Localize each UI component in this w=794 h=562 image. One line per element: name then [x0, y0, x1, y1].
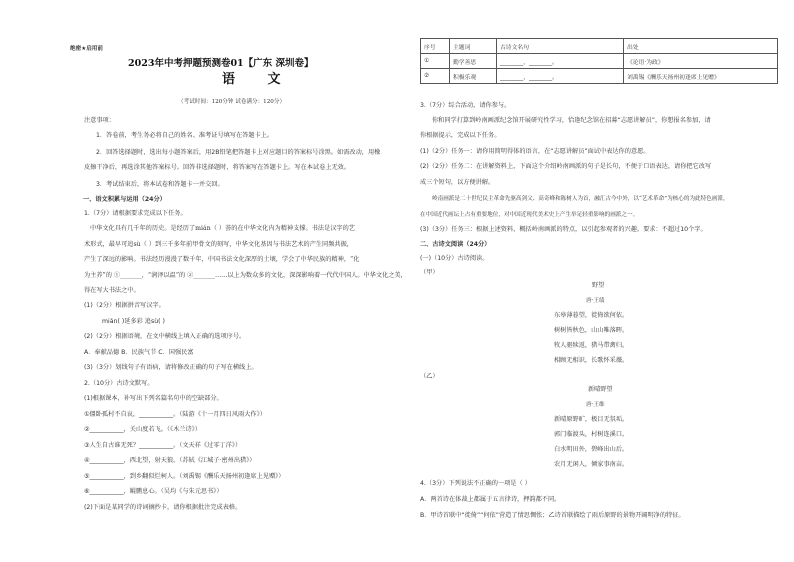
question-1-3: (3)（3分）划线句子有语病，请将修改正确的句子写在横线上。: [84, 364, 258, 371]
question-4: 4.（3分）下列说法不正确的一项是（ ）: [420, 480, 531, 487]
left-column: [70, 0, 410, 562]
table-row: [421, 54, 778, 69]
table-header: 主题词: [450, 39, 497, 54]
table-header: 出处: [624, 39, 778, 54]
question-2-1: (1)根据课本，补写出下列名篇名句中的空缺部分。: [84, 395, 223, 402]
table-cell: ②: [421, 69, 450, 84]
poem-card-table: [420, 38, 778, 84]
poem-1-line: 树树皆秋色，山山唯落晖。: [554, 327, 629, 334]
right-column: [420, 0, 780, 562]
confidential-mark: 绝密★启用前: [70, 46, 103, 52]
table-header: 序号: [421, 39, 450, 54]
poem-1-line: 牧人驱犊返，猎马带禽归。: [554, 342, 629, 349]
subject-title: 语 文: [222, 72, 295, 87]
table-cell: 积极乐观: [450, 69, 497, 84]
pinyin-line: mián( )延多彩 追sù( ): [102, 318, 165, 325]
dictation-line-1: ①僵卧孤村不自哀，___________。（陆游《十一月四日风雨大作》）: [84, 411, 266, 418]
dictation-line-3: ③人生自古谁无死？___________。（文天祥《过零丁洋》）: [84, 442, 242, 449]
poem-2-title: 新晴野望: [588, 386, 613, 393]
poem-label-yi: （乙）: [420, 373, 439, 380]
poem-question: (一)（10分）古诗阅读。: [420, 255, 489, 262]
table-cell: 《论语·为政》: [624, 54, 778, 69]
q3-intro-1: 你和同学打算到岭南画派纪念馆开展研究性学习，恰逢纪念馆在招募“志愿讲解员”，你想报名参加，请: [432, 117, 711, 124]
q3-task-2-cont: 成三个短句，以方便讲解。: [420, 179, 495, 186]
table-row: [421, 69, 778, 84]
passage-line-2: 术形式，最早可追sù（ ）到三千多年前甲骨文的刻写，中华文化基因与书法艺术的产生同频共振，: [84, 241, 353, 248]
poem-2-line: 新晴原野旷，极目无氛垢。: [554, 416, 629, 423]
table-cell: 刘禹锡《酬乐天扬州初逢席上见赠》: [624, 69, 778, 84]
passage-line-4: 为主养”的 ①_______，“润泽以温”的 ②_______……以上为数众多的文化，深深影响着一代代中国人。中华文化之美，: [84, 272, 407, 279]
poem-1-author: 唐·王绩: [586, 298, 605, 304]
section-2-heading: 二、古诗文阅读（24分）: [420, 241, 491, 248]
question-2: 2.（10分）古诗文默写。: [84, 380, 154, 387]
q4-option-a: A．两首诗在体裁上都属于五言律诗，押韵都不同。: [420, 496, 561, 503]
poem-1-title: 野望: [592, 282, 605, 289]
table-cell: ________，________。: [497, 54, 624, 69]
question-2-2: (2)下面是某同学的诗词摘抄卡，请你根据批注完成表格。: [84, 504, 242, 511]
exam-title: 2023年中考押题预测卷01【广东 深圳卷】: [128, 58, 314, 69]
poem-2-author: 唐·王维: [586, 402, 605, 408]
time-note: （考试时间：120分钟 试卷满分：120分）: [178, 99, 286, 105]
section-1-heading: 一、语文积累与运用（24分）: [83, 196, 166, 203]
question-1-2: (2)（2分）根据语境，在文中横线上填入正确的选项序号。: [84, 333, 246, 340]
table-cell: ①: [421, 54, 450, 69]
q3-quote-1: 岭南画派是二十世纪民主革命先驱高剑父、高奇峰和陈树人为首，融汇古今中外，以“艺术革命”为核心的为此特色画派，: [432, 196, 729, 202]
dictation-line-6: ⑥___________，鲲鹏息心。（吴均《与朱元思书》）: [84, 488, 223, 495]
notice-1: 1．答卷前，考生务必将自己的姓名、准考证号填写在答题卡上。: [96, 132, 274, 139]
poem-1-line: 相顾无相识，长歌怀采薇。: [554, 357, 629, 364]
dictation-line-2: ②___________，关山度若飞。（《木兰诗》）: [84, 426, 201, 433]
q3-intro-2: 你根据提示，完成以下任务。: [420, 132, 501, 139]
options-line: A．奉献品德 B．民族气节 C．国强民富: [84, 349, 194, 356]
dictation-line-5: ⑤___________，到乡翻似烂柯人。（刘禹锡《酬乐天扬州初逢席上见赠》）: [84, 473, 285, 480]
table-cell: ________，________。: [497, 69, 624, 84]
notice-label: 注意事项：: [84, 117, 115, 124]
table-cell: 勤学善思: [450, 54, 497, 69]
dictation-line-4: ④___________，西北望，射天狼。（苏轼《江城子·密州出猎》）: [84, 457, 256, 464]
q3-task-3: (3)（3分）任务三：根据上述资料，概括岭南画派的特点，以引起参观者的兴趣。要求：不超过10个字。: [420, 226, 707, 233]
table-header: 古诗文名句: [497, 39, 624, 54]
passage-line-5: 得在写大书法之中。: [84, 287, 140, 294]
notice-2: 2．回答选择题时，选出每小题答案后，用2B铅笔把答题卡上对应题目的答案标号涂黑。如需改动，用橡: [96, 149, 381, 156]
notice-3: 3．考试结束后，将本试卷和答题卡一并交回。: [96, 181, 224, 188]
q3-task-2: (2)（2分）任务二：在讲解资料上，下面这个介绍岭南画派的句子是长句，不便于口语表达，请你把它改写: [420, 163, 712, 170]
passage-line-3: 产生了深远的影响。书法经历漫漫了数千年，中国书法文化深厚的土壤，学会了中华民族的精神，“化: [84, 256, 360, 263]
poem-2-line: 郭门临渡头，村树连溪口。: [554, 431, 629, 438]
notice-2-cont: 皮擦干净后，再选涂其他答案标号。回答非选择题时，将答案写在答题卡上。写在本试卷上无效。: [84, 164, 351, 171]
table-header-row: [421, 39, 778, 54]
q4-option-b: B．甲诗首联中“徙倚”“何依”营造了情思惆怅；乙诗首联描绘了雨后原野的景物开阔明净的特征。: [420, 512, 685, 519]
passage-line-1: 中华文化具有几千年的历史。是经历了mián（ ）荟的在中华文化内为精神支撑。书法是汉字的艺: [90, 225, 355, 232]
q3-quote-2: 在中国近代画坛上占有重要地位，对中国近现代美术史上产生举足轻重影响的画派之一。: [420, 212, 639, 218]
question-3: 3.（7分）综合活动，请你参与。: [420, 102, 511, 109]
question-1-1: (1)（2分）根据拼音写汉字。: [84, 302, 165, 309]
poem-label-jia: （甲）: [420, 269, 439, 276]
question-1: 1.（7分）请根据要求完成以下任务。: [84, 210, 187, 217]
q3-task-1: (1)（2分）任务一：请你用简明得体的语言，在“志愿讲解员”面试中表达你的意愿。: [420, 148, 650, 155]
poem-2-line: 白水明田外，碧峰出山后。: [554, 446, 629, 453]
poem-1-line: 东皋薄暮望，徙倚欲何依。: [554, 312, 629, 319]
poem-2-line: 农月无闲人，倾家事南亩。: [554, 461, 629, 468]
